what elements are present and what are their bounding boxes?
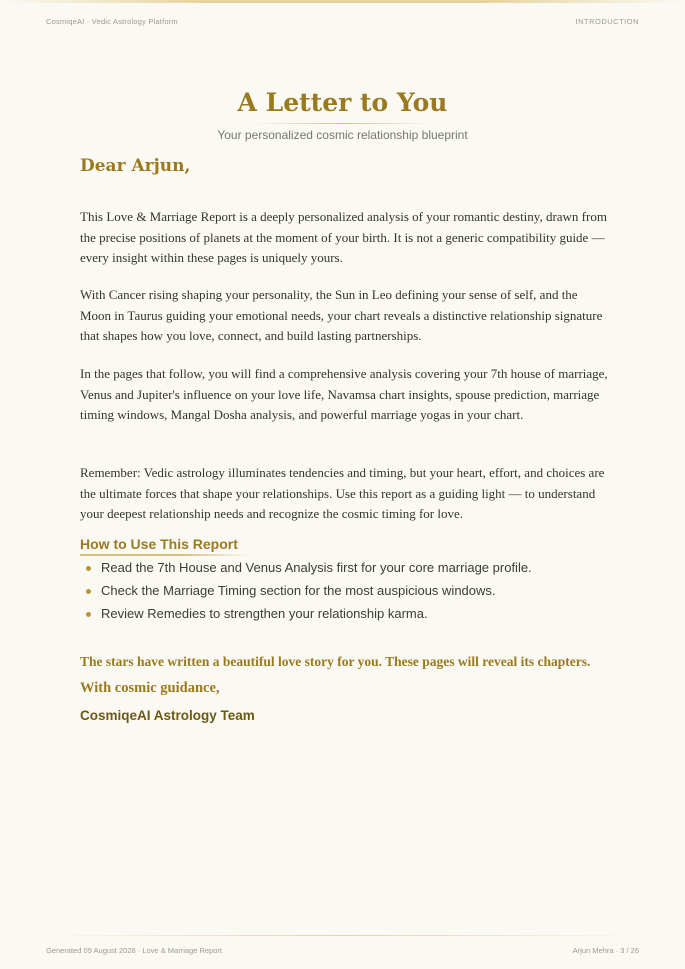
header-section-label: INTRODUCTION <box>575 17 639 26</box>
header-platform: Vedic Astrology Platform <box>91 17 178 26</box>
tip-text: Read the 7th House and Venus Analysis first for your core marriage profile. <box>101 560 532 575</box>
letter-paragraph-1: This Love & Marriage Report is a deeply personalized analysis of your romantic destiny, drawn from the precise positions of planets at the moment of your birth. It is not a generic compatibility guide — every insight within these pages is uniquely yours. <box>80 209 607 266</box>
page-header <box>46 17 639 26</box>
tip-text: Check the Marriage Timing section for the most auspicious windows. <box>101 583 496 598</box>
footer-client-name: Arjun Mehra <box>572 946 614 955</box>
title-divider <box>252 123 434 124</box>
list-item <box>80 581 532 604</box>
header-brand: CosmiqeAI <box>46 17 85 26</box>
footer-separator: · <box>615 946 619 955</box>
how-to-use-heading: How to Use This Report <box>80 536 238 552</box>
letter-paragraph-3: In the pages that follow, you will find a comprehensive analysis covering your 7th house of marriage, Venus and Jupiter's influence on your love life, Navamsa chart insights, spouse prediction, marriage timing windows, Mangal Dosha analysis, and powerful marriage yogas in your chart. <box>80 366 608 423</box>
page-subtitle: Your personalized cosmic relationship blueprint <box>217 128 468 142</box>
signoff-line: With cosmic guidance, <box>80 680 220 696</box>
header-separator: · <box>86 17 90 26</box>
footer-separator: · <box>137 946 141 955</box>
page-footer <box>46 946 639 955</box>
header-brand-line <box>46 17 178 26</box>
footer-divider <box>40 935 645 936</box>
list-item <box>80 604 532 627</box>
letter-paragraph-4: Remember: Vedic astrology illuminates tendencies and timing, but your heart, effort, and choices are the ultimate forces that shape your relationships. Use this report as a guiding light — to understand your deepest relationship needs and recognize the cosmic timing for love. <box>80 465 605 522</box>
footer-left <box>46 946 222 955</box>
bullet-icon <box>86 589 91 594</box>
top-accent-line <box>0 0 685 3</box>
tips-list <box>80 558 532 627</box>
closing-line: The stars have written a beautiful love story for you. These pages will reveal its chapters. <box>80 654 591 669</box>
list-item <box>80 558 532 581</box>
bullet-icon <box>86 612 91 617</box>
footer-generated-date: Generated 09 August 2026 <box>46 946 136 955</box>
signature-team: CosmiqeAI Astrology Team <box>80 708 255 723</box>
bullet-icon <box>86 566 91 571</box>
tip-text: Review Remedies to strengthen your relationship karma. <box>101 606 428 621</box>
letter-greeting: Dear Arjun, <box>80 156 191 176</box>
how-to-use-underline <box>80 554 250 556</box>
page-title: A Letter to You <box>237 88 448 117</box>
letter-paragraph-2: With Cancer rising shaping your personality, the Sun in Leo defining your sense of self, and the Moon in Taurus guiding your emotional needs, your chart reveals a distinctive relationship signature that shapes how you love, connect, and build lasting partnerships. <box>80 287 603 344</box>
footer-report-name: Love & Marriage Report <box>142 946 222 955</box>
page-number: 3 / 26 <box>620 946 639 955</box>
footer-right <box>573 946 639 955</box>
